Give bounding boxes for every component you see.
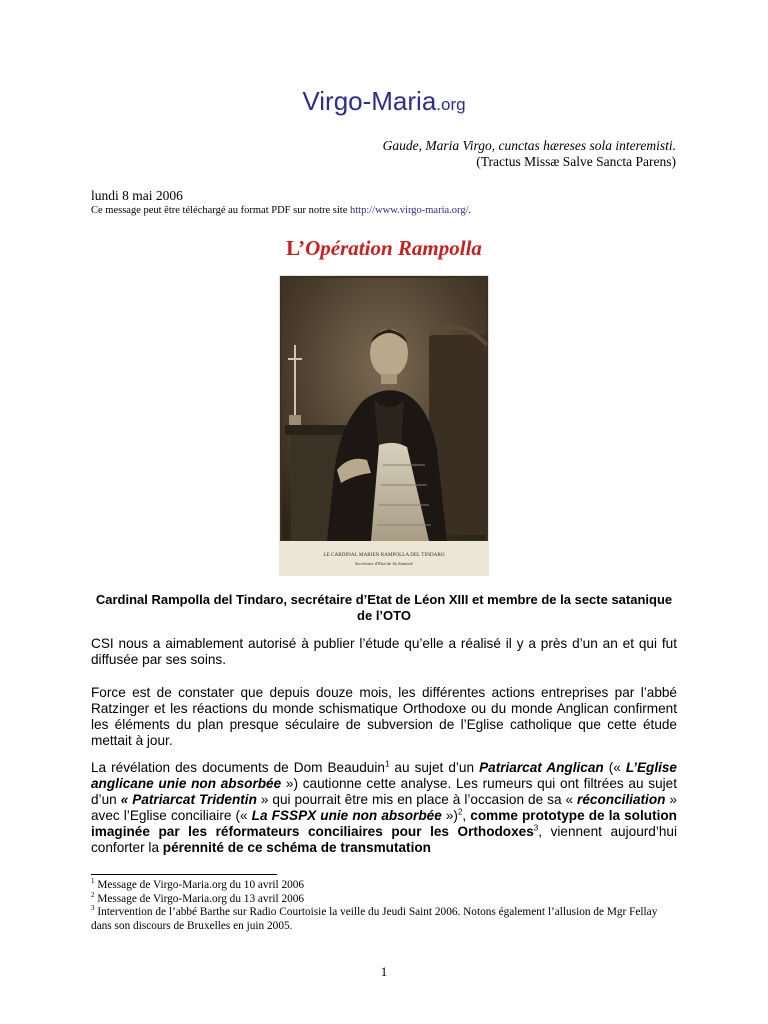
footnote-num: 2 [91,890,95,899]
cardinal-photo [279,275,489,576]
title-prefix: L’ [286,236,306,260]
motto-source: (Tractus Missæ Salve Sancta Parens) [476,154,676,169]
paragraph-2: Force est de constater que depuis douze mois, les différentes actions entreprises par l’abbé Ratzinger et les réactions du monde schismatique Orthodoxe ou du monde Anglican confirment les éléments du plan presque séculaire de subversion de l’Eglise catholique que cette étude mettait à jour. [91,685,677,748]
footnotes [91,879,677,933]
p3-bold-5: La FSSPX unie non absorbée [251,808,442,823]
pdf-note-text: Ce message peut être téléchargé au format PDF sur notre site [91,205,351,216]
footnote-1 [91,879,677,893]
footnote-divider [91,874,277,875]
p3-bold-2: L’Eglise anglicane unie non absorbée [91,760,677,791]
footnote-text: Message de Virgo-Maria.org du 10 avril 2006 [94,879,305,891]
footnote-ref-1[interactable]: 1 [384,759,390,769]
p3-text-3: (« [603,760,626,775]
pdf-note-end: . [468,205,472,216]
p3-text-4: ») cautionne cette analyse. Les rumeurs qui ont filtrées au sujet d’un [91,776,677,807]
p3-text-9: , viennent aujourd’hui conforter la [91,824,678,855]
p3-bold-1: Patriarcat Anglican [479,760,604,775]
photo-caption: Cardinal Rampolla del Tindaro, secrétaire d’Etat de Léon XIII et membre de la secte satanique de l’OTO [95,592,673,623]
p3-bold-6: comme prototype de la solution imaginée par les réformateurs conciliaires pour les Orthodoxes [91,808,677,839]
motto-block [383,138,676,170]
footnote-3 [91,906,677,933]
photo-caption-line1: LE CARDINAL MARIEN RAMPOLLA DEL TINDARO [323,552,445,558]
p3-bold-4: réconciliation [577,792,666,807]
p3-bold-7: pérennité de ce schéma de transmutation [162,840,431,855]
footnote-num: 3 [91,904,95,913]
paragraph-3 [91,760,677,856]
footnote-2 [91,890,677,907]
p3-text-6: » avec l’Eglise conciliaire (« [91,792,677,823]
title-main: Opération Rampolla [305,236,482,260]
site-name: Virgo-Maria [302,86,437,116]
site-tld: .org [436,95,466,114]
footnote-text: Intervention de l’abbé Barthe sur Radio Courtoisie la veille du Jeudi Saint 2006. Notons également l’allusion de Mgr Fellay dans son discours de Bruxelles en juin 2005. [91,906,658,932]
photo-caption-line2: Secrétaire d'Etat de Sa Sainteté [355,561,413,566]
p3-text-2: au sujet d’un [389,760,480,775]
motto-text: Gaude, Maria Virgo, cunctas hæreses sola interemisti. [382,138,676,153]
site-title [0,86,768,117]
p3-text-1: La révélation des documents de Dom Beauduin [91,760,385,775]
site-link[interactable]: http://www.virgo-maria.org/ [350,205,469,216]
p3-text-5: » qui pourrait être mis en place à l’occasion de sa « [256,792,578,807]
page-number: 1 [380,964,388,979]
p3-text-8: , [462,808,471,823]
footnote-ref-3[interactable]: 3 [533,823,539,833]
paragraph-1: CSI nous a aimablement autorisé à publier l’étude qu’elle a réalisé il y a près d’un an et qui fut diffusée par ses soins. [91,636,677,667]
publication-date: lundi 8 mai 2006 [91,188,183,203]
p3-text-7: ») [441,808,458,823]
footnote-ref-2[interactable]: 2 [457,807,463,817]
footnote-num: 1 [91,877,95,886]
footnote-text: Message de Virgo-Maria.org du 13 avril 2006 [94,892,305,905]
p3-bold-3: « Patriarcat Tridentin [120,792,257,807]
pdf-note [91,205,471,216]
article-title [0,236,768,261]
